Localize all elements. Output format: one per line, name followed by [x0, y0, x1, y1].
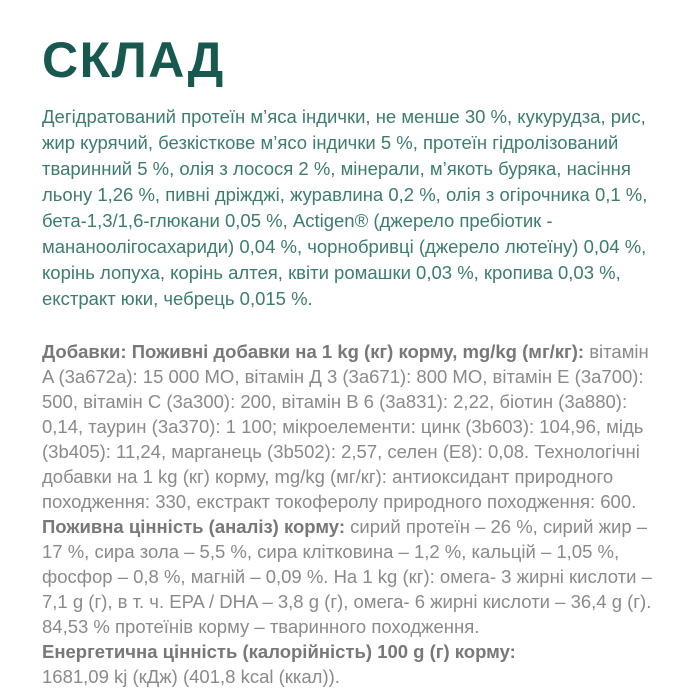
composition-paragraph: Дегідратований протеїн м’яса індички, не менше 30 %, кукурудза, рис, жир курячий, безкісткове м’ясо індички 5 %, протеїн гідролізований тваринний 5 %, олія з лосося 2 %, мінерали, м’якоть буряка, насіння льону 1,26 %, пивні дріжджі, журавлина 0,2 %, олія з огірочника 0,1 %, бета-1,3/1,6-глюкани 0,05 %, Actigen® (джерело пребіотик - мананоолігосахариди) 0,04 %, чорнобривці (джерело лютеїну) 0,04 %, корінь лопуха, корінь алтея, квіти ромашки 0,03 %, кропива 0,03 %, екстракт юки, чебрець 0,015 %. — [42, 105, 648, 309]
additives-text: вітамін A (3a672a): 15 000 МО, вітамін Д 3 (3a671): 800 МО, вітамін E (3a700): 500, вітамін C (3a300): 200, вітамін B 6 (3a831): 2,22, біотин (3a880): 0,14, таурин (3a370): 1 100; мікроелементи: цинк (3b603): 104,96, мідь (3b405): 11,24, марганець (3b502): 2,57, селен (E8): 0,08. Технологічні добавки на 1 kg (кг) корму, mg/kg (мг/кг): антиоксидант природного походження: 330, екстракт токоферолу природного походження: 600. — [42, 340, 649, 512]
additives-paragraph — [42, 339, 660, 514]
nutrition-heading: Поживна цінність (аналіз) корму: — [42, 515, 346, 537]
page-title: СКЛАД — [42, 32, 225, 88]
energy-heading: Енергетична цінність (калорійність) 100 g (г) корму: — [42, 640, 516, 662]
additives-heading: Добавки: Поживні добавки на 1 kg (кг) корму, mg/kg (мг/кг): — [42, 340, 585, 362]
nutrition-paragraph — [42, 514, 660, 639]
energy-paragraph — [42, 639, 660, 689]
nutrition-text: сирий протеїн – 26 %, сирий жир – 17 %, сира зола – 5,5 %, сира клітковина – 1,2 %, кальцій – 1,05 %, фосфор – 0,8 %, магній – 0,09 %. На 1 kg (кг): омега- 3 жирні кислоти – 7,1 g (г), в т. ч. EPA / DHA – 3,8 g (г), омега- 6 жирні кислоти – 36,4 g (г). 84,53 % протеїнів корму – тваринного походження. — [42, 515, 652, 637]
energy-value: 1681,09 kj (кДж) (401,8 kcal (ккал)). — [42, 665, 340, 687]
